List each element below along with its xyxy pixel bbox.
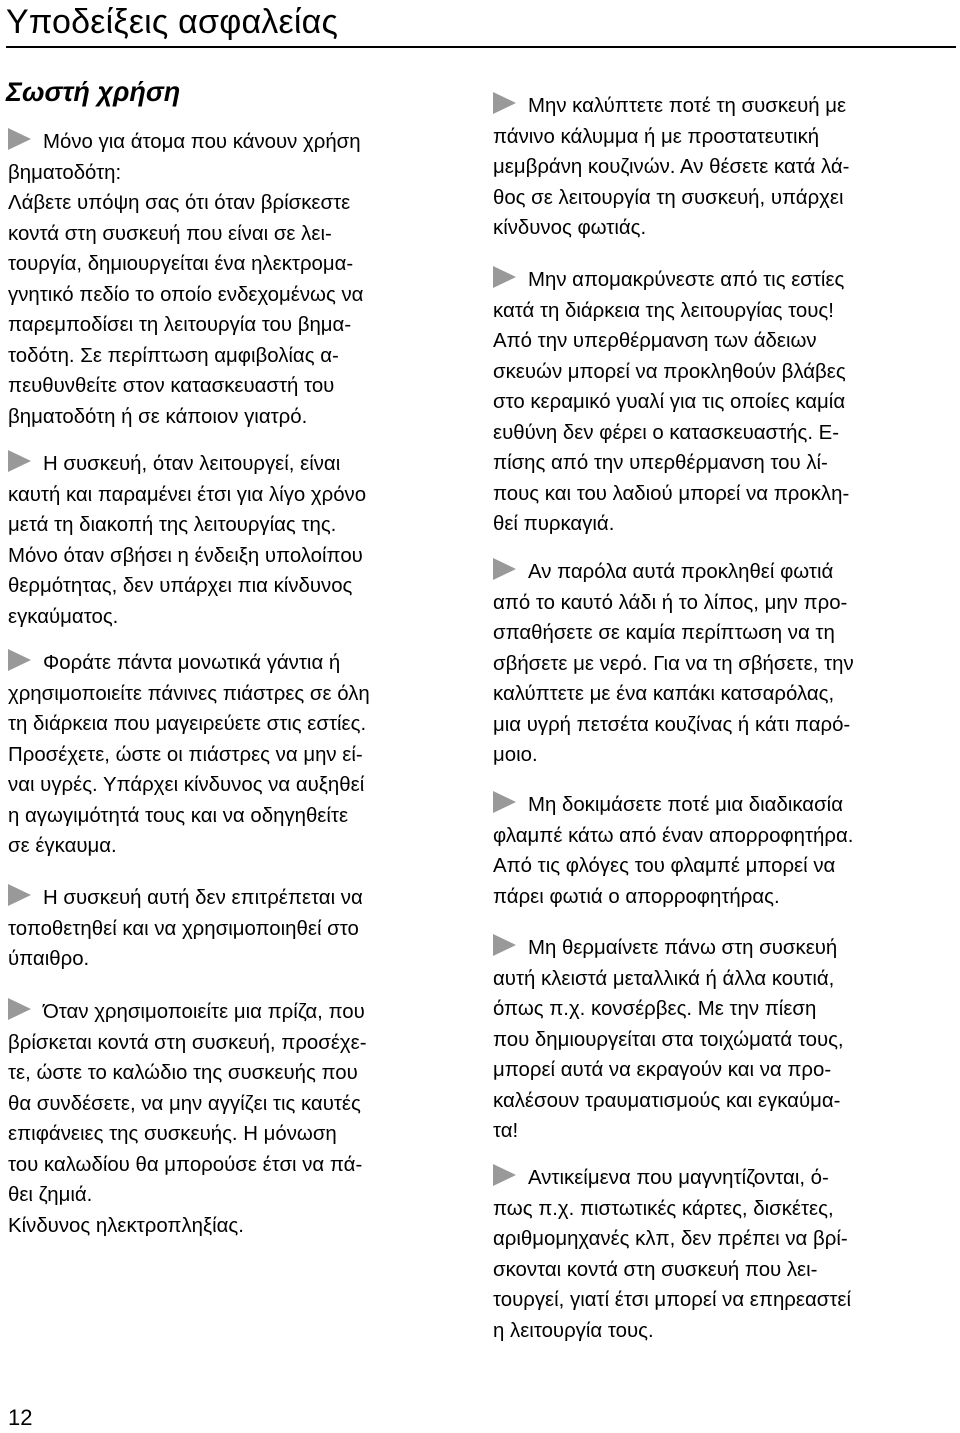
safety-note-line xyxy=(8,944,468,975)
safety-note-text: που δημιουργείται στα τοιχώματά τους, xyxy=(493,1028,844,1051)
safety-note-text: θεί πυρκαγιά. xyxy=(493,513,615,535)
safety-note-line xyxy=(8,402,468,433)
bullet-arrow-icon xyxy=(8,998,31,1020)
safety-note-line xyxy=(493,213,953,244)
bullet-arrow-icon xyxy=(493,791,516,813)
safety-note-line xyxy=(493,821,953,852)
bullet-arrow-icon xyxy=(8,450,31,472)
safety-note-line xyxy=(8,127,468,158)
bullet-arrow-icon xyxy=(493,1164,516,1186)
safety-note-line xyxy=(493,882,953,913)
safety-note-line xyxy=(8,1180,468,1211)
safety-note-text: μοιο. xyxy=(493,744,538,766)
safety-note-line xyxy=(8,510,468,541)
safety-note-line xyxy=(493,994,953,1025)
safety-note xyxy=(8,127,468,432)
safety-note-text: σκευών μπορεί να προκληθούν βλάβες xyxy=(493,360,846,383)
safety-note-line xyxy=(493,1055,953,1086)
safety-note-line xyxy=(493,618,953,649)
safety-note-text: Αντικείμενα που μαγνητίζονται, ό- xyxy=(528,1167,829,1189)
safety-note-text: θει ζημιά. xyxy=(8,1184,93,1206)
safety-note-text: Λάβετε υπόψη σας ότι όταν βρίσκεστε xyxy=(8,192,351,214)
safety-note-text: καυτή και παραμένει έτσι για λίγο χρόνο xyxy=(8,483,367,506)
safety-note-line xyxy=(8,449,468,480)
safety-note-text: αριθμομηχανές κλπ, δεν πρέπει να βρί- xyxy=(493,1228,848,1250)
safety-note-text: κοντά στη συσκευή που είναι σε λει- xyxy=(8,222,332,245)
safety-note xyxy=(8,449,468,632)
safety-note xyxy=(493,557,953,771)
bullet-arrow-icon xyxy=(8,884,31,906)
safety-note-line xyxy=(493,1285,953,1316)
safety-note-text: Η συσκευή αυτή δεν επιτρέπεται να xyxy=(43,887,363,909)
safety-note-line xyxy=(493,152,953,183)
safety-note-text: σπαθήσετε σε καμία περίπτωση να τη xyxy=(493,622,835,644)
bullet-arrow-icon xyxy=(8,649,31,671)
safety-note-line xyxy=(493,964,953,995)
safety-note-text: η αγωγιμότητά τους και να οδηγηθείτε xyxy=(8,804,349,827)
safety-note-line xyxy=(8,341,468,372)
safety-note xyxy=(493,91,953,244)
safety-note-text: βηματοδότη: xyxy=(8,161,122,184)
safety-note-text: Η συσκευή, όταν λειτουργεί, είναι xyxy=(43,453,341,475)
safety-note-text: Μη θερμαίνετε πάνω στη συσκευή xyxy=(528,937,838,959)
safety-note-line xyxy=(8,541,468,572)
safety-note-line xyxy=(8,709,468,740)
safety-note-text: αυτή κλειστά μεταλλικά ή άλλα κουτιά, xyxy=(493,967,835,990)
safety-note-text: του καλωδίου θα μπορούσε έτσι να πά- xyxy=(8,1153,363,1176)
safety-note-line xyxy=(8,371,468,402)
safety-note-line xyxy=(8,648,468,679)
bullet-arrow-icon xyxy=(493,92,516,114)
safety-note xyxy=(493,790,953,912)
safety-note-text: ευθύνη δεν φέρει ο κατασκευαστής. Ε- xyxy=(493,421,840,444)
safety-note-text: Κίνδυνος ηλεκτροπληξίας. xyxy=(8,1214,244,1237)
safety-note-text: Μην απομακρύνεστε από τις εστίες xyxy=(528,269,845,291)
page-number: 12 xyxy=(8,1405,33,1430)
safety-note-line xyxy=(493,91,953,122)
safety-note-line xyxy=(493,357,953,388)
bullet-arrow-icon xyxy=(493,558,516,580)
safety-note-text: γνητικό πεδίο το οποίο ενδεχομένως να xyxy=(8,283,364,306)
safety-note-text: βρίσκεται κοντά στη συσκευή, προσέχε- xyxy=(8,1031,367,1054)
safety-note-line xyxy=(8,997,468,1028)
safety-note-line xyxy=(493,122,953,153)
safety-note-text: από το καυτό λάδι ή το λίπος, μην προ- xyxy=(493,591,848,614)
safety-note-text: τουργεί, γιατί έτσι μπορεί να επηρεαστεί xyxy=(493,1289,852,1311)
safety-note-line xyxy=(493,790,953,821)
safety-note xyxy=(493,933,953,1147)
safety-note-line xyxy=(8,1058,468,1089)
safety-note xyxy=(8,648,468,862)
safety-note-text: Προσέχετε, ώστε οι πιάστρες να μην εί- xyxy=(8,743,363,766)
title-divider xyxy=(6,46,956,48)
page-title: Υποδείξεις ασφαλείας xyxy=(6,3,339,41)
safety-note-text: μεμβράνη κουζινών. Αν θέσετε κατά λά- xyxy=(493,156,850,178)
safety-note-text: θερμότητας, δεν υπάρχει πια κίνδυνος xyxy=(8,575,353,597)
safety-note-line xyxy=(493,740,953,771)
safety-note-line xyxy=(8,249,468,280)
safety-note-line xyxy=(8,158,468,189)
safety-note-line xyxy=(493,679,953,710)
safety-note-line xyxy=(8,602,468,633)
safety-note-line xyxy=(8,801,468,832)
safety-note-text: χρησιμοποιείτε πάνινες πιάστρες σε όλη xyxy=(8,682,370,705)
safety-note xyxy=(493,265,953,540)
safety-note-line xyxy=(8,1119,468,1150)
safety-note-text: πάρει φωτιά ο απορροφητήρας. xyxy=(493,885,780,908)
safety-note-text: κίνδυνος φωτιάς. xyxy=(493,217,647,239)
safety-note-line xyxy=(8,280,468,311)
safety-note-line xyxy=(8,480,468,511)
safety-note-line xyxy=(493,296,953,327)
safety-note-line xyxy=(493,1316,953,1347)
safety-note-line xyxy=(493,1025,953,1056)
safety-note-line xyxy=(493,387,953,418)
safety-note-text: ύπαιθρο. xyxy=(8,948,90,970)
safety-note-line xyxy=(493,418,953,449)
safety-note-text: Μόνο όταν σβήσει η ένδειξη υπολοίπου xyxy=(8,544,363,567)
safety-note-text: καλέσουν τραυματισμούς και εγκαύμα- xyxy=(493,1089,841,1112)
safety-note-text: Μη δοκιμάσετε ποτέ μια διαδικασία xyxy=(528,794,843,816)
safety-note-line xyxy=(493,1255,953,1286)
bullet-arrow-icon xyxy=(8,128,31,150)
safety-note-line xyxy=(493,588,953,619)
safety-note-line xyxy=(8,1150,468,1181)
safety-note-text: κατά τη διάρκεια της λειτουργίας τους! xyxy=(493,299,834,322)
safety-note-text: πάνινο κάλυμμα ή με προστατευτική xyxy=(493,125,820,148)
safety-note-line xyxy=(493,933,953,964)
safety-note-text: τοποθετηθεί και να χρησιμοποιηθεί στο xyxy=(8,917,359,940)
safety-note-text: σκονται κοντά στη συσκευή που λει- xyxy=(493,1258,818,1281)
section-heading: Σωστή χρήση xyxy=(6,77,181,107)
safety-note-line xyxy=(8,740,468,771)
safety-note-line xyxy=(493,448,953,479)
safety-note-line xyxy=(8,310,468,341)
safety-note-text: μετά τη διακοπή της λειτουργίας της. xyxy=(8,514,337,536)
safety-note-line xyxy=(493,1116,953,1147)
safety-note-text: τε, ώστε το καλώδιο της συσκευής που xyxy=(8,1062,358,1084)
safety-note-line xyxy=(8,831,468,862)
safety-note-line xyxy=(8,883,468,914)
safety-note-line xyxy=(493,1163,953,1194)
safety-note-text: Όταν χρησιμοποιείτε μια πρίζα, που xyxy=(43,1001,365,1023)
safety-note-text: πίσης από την υπερθέρμανση του λί- xyxy=(493,452,828,474)
safety-note-text: Από την υπερθέρμανση των άδειων xyxy=(493,330,817,352)
safety-note-line xyxy=(8,1028,468,1059)
safety-note-line xyxy=(8,219,468,250)
safety-note-text: τα! xyxy=(493,1120,519,1142)
safety-note-line xyxy=(493,851,953,882)
safety-note-text: πως π.χ. πιστωτικές κάρτες, δισκέτες, xyxy=(493,1197,834,1220)
safety-note-text: πους και του λαδιού μπορεί να προκλη- xyxy=(493,482,850,505)
safety-note-text: παρεμποδίσει τη λειτουργία του βημα- xyxy=(8,314,352,336)
safety-note-text: τουργία, δημιουργείται ένα ηλεκτρομα- xyxy=(8,253,354,275)
safety-note-text: ναι υγρές. Υπάρχει κίνδυνος να αυξηθεί xyxy=(8,774,365,796)
safety-note-text: στο κεραμικό γυαλί για τις οποίες καμία xyxy=(493,391,846,413)
bullet-arrow-icon xyxy=(493,934,516,956)
safety-note-text: καλύπτετε με ένα καπάκι κατσαρόλας, xyxy=(493,683,835,705)
bullet-arrow-icon xyxy=(493,266,516,288)
safety-note-line xyxy=(8,679,468,710)
safety-note-text: επιφάνειες της συσκευής. Η μόνωση xyxy=(8,1123,337,1145)
safety-note-line xyxy=(8,188,468,219)
safety-note-text: σβήσετε με νερό. Για να τη σβήσετε, την xyxy=(493,652,854,675)
safety-note-text: εγκαύματος. xyxy=(8,605,119,628)
safety-note-text: μια υγρή πετσέτα κουζίνας ή κάτι παρό- xyxy=(493,713,851,736)
safety-note-line xyxy=(8,571,468,602)
safety-note-text: Μην καλύπτετε ποτέ τη συσκευή με xyxy=(528,95,847,117)
safety-note-text: βηματοδότη ή σε κάποιον γιατρό. xyxy=(8,405,308,428)
safety-note-line xyxy=(493,509,953,540)
safety-note-text: όπως π.χ. κονσέρβες. Με την πίεση xyxy=(493,998,817,1020)
safety-note-text: θα συνδέσετε, να μην αγγίζει τις καυτές xyxy=(8,1092,361,1115)
safety-note-text: φλαμπέ κάτω από έναν απορροφητήρα. xyxy=(493,824,854,847)
safety-note-text: Από τις φλόγες του φλαμπέ μπορεί να xyxy=(493,855,836,877)
safety-note xyxy=(493,1163,953,1346)
safety-note-text: πευθυνθείτε στον κατασκευαστή του xyxy=(8,375,335,397)
safety-note-line xyxy=(8,1211,468,1242)
safety-note-line xyxy=(493,649,953,680)
safety-note-line xyxy=(493,183,953,214)
safety-note xyxy=(8,997,468,1241)
safety-note-text: τοδότη. Σε περίπτωση αμφιβολίας α- xyxy=(8,344,339,367)
safety-note-line xyxy=(493,557,953,588)
safety-note xyxy=(8,883,468,975)
safety-note-text: μπορεί αυτά να εκραγούν και να προ- xyxy=(493,1059,832,1081)
safety-note-text: η λειτουργία τους. xyxy=(493,1319,654,1342)
safety-note-line xyxy=(493,265,953,296)
safety-note-line xyxy=(493,710,953,741)
safety-note-line xyxy=(493,479,953,510)
safety-note-text: Αν παρόλα αυτά προκληθεί φωτιά xyxy=(528,561,834,583)
safety-note-line xyxy=(8,770,468,801)
safety-note-line xyxy=(493,1194,953,1225)
safety-note-text: Φοράτε πάντα μονωτικά γάντια ή xyxy=(43,652,341,674)
safety-note-text: Μόνο για άτομα που κάνουν χρήση xyxy=(43,131,361,153)
safety-note-text: τη διάρκεια που μαγειρεύετε στις εστίες. xyxy=(8,713,367,735)
safety-note-line xyxy=(8,914,468,945)
safety-note-text: θος σε λειτουργία τη συσκευή, υπάρχει xyxy=(493,186,844,209)
safety-note-line xyxy=(493,1224,953,1255)
safety-note-line xyxy=(8,1089,468,1120)
safety-note-line xyxy=(493,326,953,357)
safety-note-line xyxy=(493,1086,953,1117)
safety-note-text: σε έγκαυμα. xyxy=(8,835,117,857)
